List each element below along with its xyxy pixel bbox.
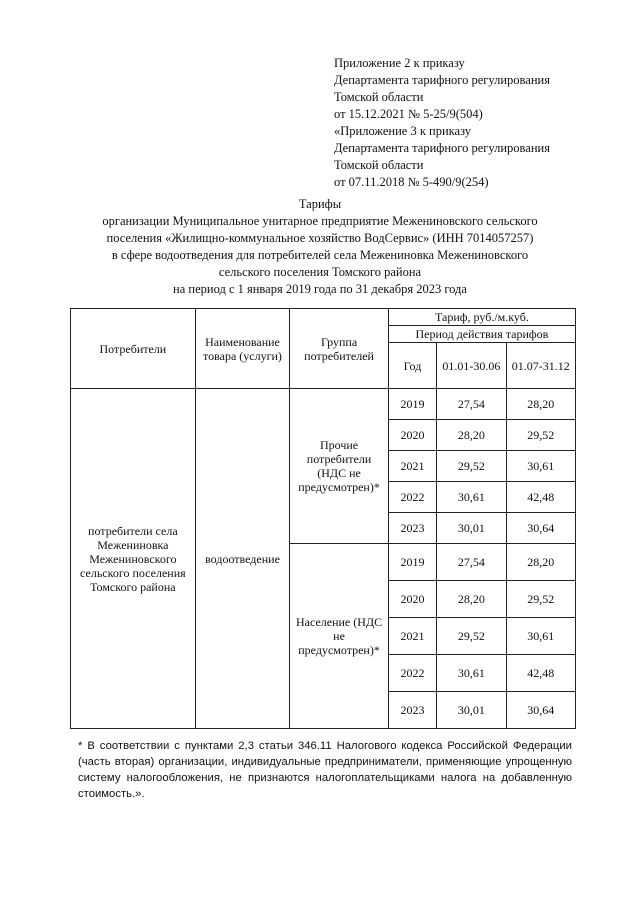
tariff-cell-1: 27,54 <box>437 544 506 581</box>
title-word: Тарифы <box>298 197 342 211</box>
year-cell: 2022 <box>388 482 436 513</box>
group-cell-other: Прочие потребители (НДС не предусмотрен)* <box>290 389 389 544</box>
title-line: сельского поселения Томского района <box>218 265 422 279</box>
title-line: на период с 1 января 2019 года по 31 декабря 2023 года <box>173 282 467 296</box>
tariff-cell-2: 42,48 <box>506 655 575 692</box>
table-row <box>71 389 576 420</box>
appendix-line: Приложение 2 к приказу <box>334 56 465 70</box>
tariff-cell-2: 30,64 <box>506 692 575 729</box>
tariff-cell-1: 28,20 <box>437 581 506 618</box>
tariff-cell-2: 30,61 <box>506 451 575 482</box>
tariff-cell-1: 28,20 <box>437 420 506 451</box>
tariff-cell-2: 28,20 <box>506 544 575 581</box>
appendix-line: Томской области <box>334 90 424 104</box>
tariff-cell-2: 29,52 <box>506 581 575 618</box>
year-cell: 2020 <box>388 420 436 451</box>
year-cell: 2019 <box>388 544 436 581</box>
title-line: поселения «Жилищно-коммунальное хозяйство ВодСервис» (ИНН 7014057257) <box>106 231 534 245</box>
header-tariff: Тариф, руб./м.куб. <box>388 309 575 326</box>
appendix-line: Томской области <box>334 158 424 172</box>
header-service: Наименование товара (услуги) <box>195 309 290 389</box>
tariff-cell-2: 30,64 <box>506 513 575 544</box>
tariff-cell-1: 29,52 <box>437 451 506 482</box>
year-cell: 2021 <box>388 451 436 482</box>
year-cell: 2019 <box>388 389 436 420</box>
document-title <box>60 196 580 298</box>
group-cell-population: Население (НДС не предусмотрен)* <box>290 544 389 729</box>
appendix-header <box>334 55 624 191</box>
tariff-cell-1: 30,61 <box>437 482 506 513</box>
header-period-1: 01.01-30.06 <box>437 343 506 389</box>
year-cell: 2023 <box>388 513 436 544</box>
header-period-2: 01.07-31.12 <box>506 343 575 389</box>
header-consumers: Потребители <box>71 309 196 389</box>
year-cell: 2023 <box>388 692 436 729</box>
tariff-cell-1: 30,01 <box>437 692 506 729</box>
tariff-cell-2: 28,20 <box>506 389 575 420</box>
tariff-cell-1: 29,52 <box>437 618 506 655</box>
header-year: Год <box>388 343 436 389</box>
header-period: Период действия тарифов <box>388 326 575 343</box>
header-group: Группа потребителей <box>290 309 389 389</box>
tariff-cell-2: 29,52 <box>506 420 575 451</box>
appendix-line: Департамента тарифного регулирования <box>334 73 550 87</box>
appendix-line: Департамента тарифного регулирования <box>334 141 550 155</box>
tariff-cell-1: 30,01 <box>437 513 506 544</box>
tariff-cell-2: 30,61 <box>506 618 575 655</box>
consumers-cell: потребители села Межениновка Межениновского сельского поселения Томского района <box>71 389 196 729</box>
appendix-line: «Приложение 3 к приказу <box>334 124 472 138</box>
tariff-cell-2: 42,48 <box>506 482 575 513</box>
footnote: * В соответствии с пунктами 2,3 статьи 346.11 Налогового кодекса Российской Федерации (часть вторая) организации, индивидуальные предприниматели, применяющие упрощенную систему налогообложения, не признаются налогоплательщиками налога на добавленную стоимость.». <box>78 740 572 800</box>
year-cell: 2020 <box>388 581 436 618</box>
tariff-table <box>70 308 576 729</box>
year-cell: 2022 <box>388 655 436 692</box>
title-line: организации Муниципальное унитарное предприятие Межениновского сельского <box>102 214 538 228</box>
appendix-line: от 15.12.2021 № 5-25/9(504) <box>334 107 483 121</box>
tariff-cell-1: 27,54 <box>437 389 506 420</box>
tariff-cell-1: 30,61 <box>437 655 506 692</box>
year-cell: 2021 <box>388 618 436 655</box>
appendix-line: от 07.11.2018 № 5-490/9(254) <box>334 175 489 189</box>
service-cell: водоотведение <box>195 389 290 729</box>
title-line: в сфере водоотведения для потребителей села Межениновка Межениновского <box>111 248 529 262</box>
